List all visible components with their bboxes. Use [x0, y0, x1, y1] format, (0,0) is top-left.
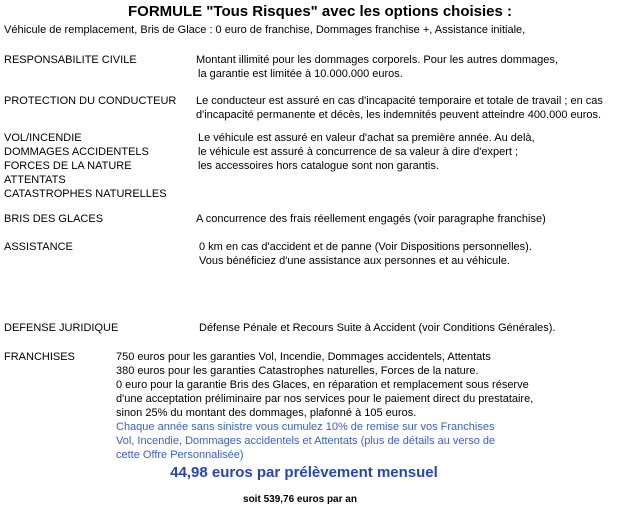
- section-label-vol-incendie: [4, 131, 167, 201]
- label-line: FORCES DE LA NATURE: [4, 160, 132, 172]
- yearly-price: soit 539,76 euros par an: [243, 494, 357, 505]
- text-line: Montant illimité pour les dommages corporels. Pour les autres dommages,: [196, 54, 558, 66]
- label-line: ATTENTATS: [4, 174, 66, 186]
- text-line: les accessoires hors catalogue sont non garantis.: [198, 160, 439, 172]
- text-line: le véhicule est assuré à concurrence de sa valeur à dire d'expert ;: [198, 146, 519, 158]
- bonus-line: cette Offre Personnalisée): [116, 449, 244, 461]
- section-text-assistance: [199, 240, 532, 268]
- text-line: 750 euros pour les garanties Vol, Incendie, Dommages accidentels, Attentats: [116, 351, 491, 363]
- section-label-assistance: ASSISTANCE: [4, 241, 73, 253]
- text-line: 380 euros pour les garanties Catastrophes naturelles, Forces de la nature.: [116, 365, 479, 377]
- section-label-franchises: FRANCHISES: [4, 351, 75, 363]
- section-text-protection-conducteur: [196, 94, 603, 122]
- section-label-bris-des-glaces: BRIS DES GLACES: [4, 213, 104, 225]
- monthly-price: 44,98 euros par prélèvement mensuel: [170, 464, 438, 481]
- section-label-defense-juridique: DEFENSE JURIDIQUE: [4, 322, 119, 334]
- label-line: VOL/INCENDIE: [4, 132, 82, 144]
- franchises-text: [116, 350, 533, 462]
- text-line: d'incapacité permanente et décès, les indemnités peuvent atteindre 400.000 euros.: [196, 109, 602, 121]
- text-line: 0 euro pour la garantie Bris des Glaces, en réparation et remplacement sous réserve: [116, 379, 529, 391]
- text-line: Le conducteur est assuré en cas d'incapacité temporaire et totale de travail ; en cas: [196, 95, 603, 107]
- section-text-bris-des-glaces: [196, 212, 546, 226]
- section-text-defense-juridique: [199, 321, 555, 335]
- page-title: FORMULE "Tous Risques" avec les options choisies :: [127, 3, 513, 20]
- bonus-line: Chaque année sans sinistre vous cumulez 10% de remise sur vos Franchises: [116, 421, 495, 433]
- section-label-protection-conducteur: PROTECTION DU CONDUCTEUR: [4, 95, 177, 107]
- text-line: Le véhicule est assuré en valeur d'achat sa première année. Au delà,: [198, 132, 535, 144]
- text-line: sinon 25% du montant des dommages, plafonné à 105 euros.: [116, 407, 417, 419]
- text-line: la garantie est limitée à 10.000.000 euros.: [198, 68, 403, 80]
- text-line: Vous bénéficiez d'une assistance aux personnes et au véhicule.: [199, 255, 510, 267]
- text-line: Défense Pénale et Recours Suite à Accident (voir Conditions Générales).: [199, 322, 556, 334]
- section-label-responsabilite-civile: RESPONSABILITE CIVILE: [4, 54, 137, 66]
- bonus-line: Vol, Incendie, Dommages accidentels et Attentats (plus de détails au verso de: [116, 435, 496, 447]
- section-text-responsabilite-civile: [196, 53, 558, 81]
- section-text-vol-incendie: [198, 131, 535, 173]
- label-line: CATASTROPHES NATURELLES: [4, 188, 167, 200]
- text-line: A concurrence des frais réellement engagés (voir paragraphe franchise): [196, 213, 546, 225]
- options-summary: Véhicule de remplacement, Bris de Glace : 0 euro de franchise, Dommages franchise +, Assistance initiale,: [4, 24, 526, 36]
- text-line: 0 km en cas d'accident et de panne (Voir Dispositions personnelles).: [199, 241, 532, 253]
- text-line: d'une acceptation préliminaire par nos services pour le paiement direct du prestataire,: [116, 393, 534, 405]
- label-line: DOMMAGES ACCIDENTELS: [4, 146, 149, 158]
